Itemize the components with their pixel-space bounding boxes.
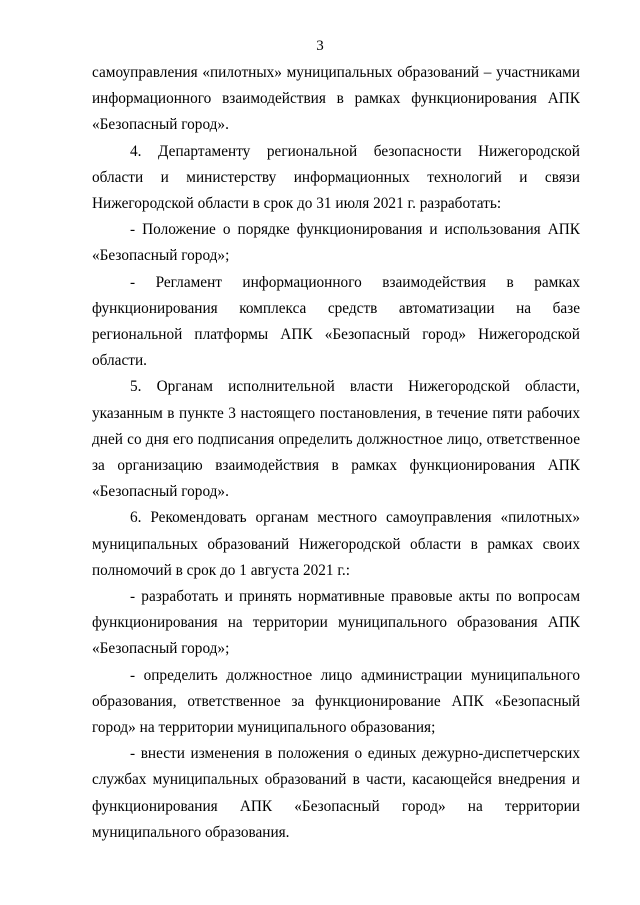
paragraph-item-4: 4. Департаменту региональной безопасности Нижегородской области и министерству информационных технологий и связи Нижегородской области в срок до 31 июля 2021 г. разработать: — [92, 142, 580, 213]
paragraph-item-5: 5. Органам исполнительной власти Нижегородской области, указанным в пункте 3 настоящего постановления, в течение пяти рабочих дней со дня его подписания определить должностное лицо, ответственное за организацию взаимодействия в рамках функционирования АПК «Безопасный город». — [92, 378, 580, 501]
document-body — [92, 60, 580, 846]
paragraph-item-6-sub-2: - определить должностное лицо администрации муниципального образования, ответственное за функционирование АПК «Безопасный город» на территории муниципального образования; — [92, 666, 580, 737]
paragraph-item-6-sub-1: - разработать и принять нормативные правовые акты по вопросам функционирования на территории муниципального образования АПК «Безопасный город»; — [92, 588, 580, 658]
paragraph-item-6-sub-3: - внести изменения в положения о единых дежурно-диспетчерских службах муниципальных образований в части, касающейся внедрения и функционирования АПК «Безопасный город» на территории муниципального образования. — [92, 745, 580, 841]
paragraph-continuation: самоуправления «пилотных» муниципальных образований – участниками информационного взаимодействия в рамках функционирования АПК «Безопасный город». — [92, 64, 580, 134]
paragraph-item-4-sub-1: - Положение о порядке функционирования и использования АПК «Безопасный город»; — [92, 221, 580, 265]
page-number: 3 — [316, 38, 324, 54]
paragraph-item-6: 6. Рекомендовать органам местного самоуправления «пилотных» муниципальных образований Нижегородской области в рамках своих полномочий в срок до 1 августа 2021 г.: — [92, 509, 580, 579]
paragraph-item-4-sub-2: - Регламент информационного взаимодействия в рамках функционирования комплекса средств автоматизации на базе региональной платформы АПК «Безопасный город» Нижегородской области. — [92, 273, 580, 370]
